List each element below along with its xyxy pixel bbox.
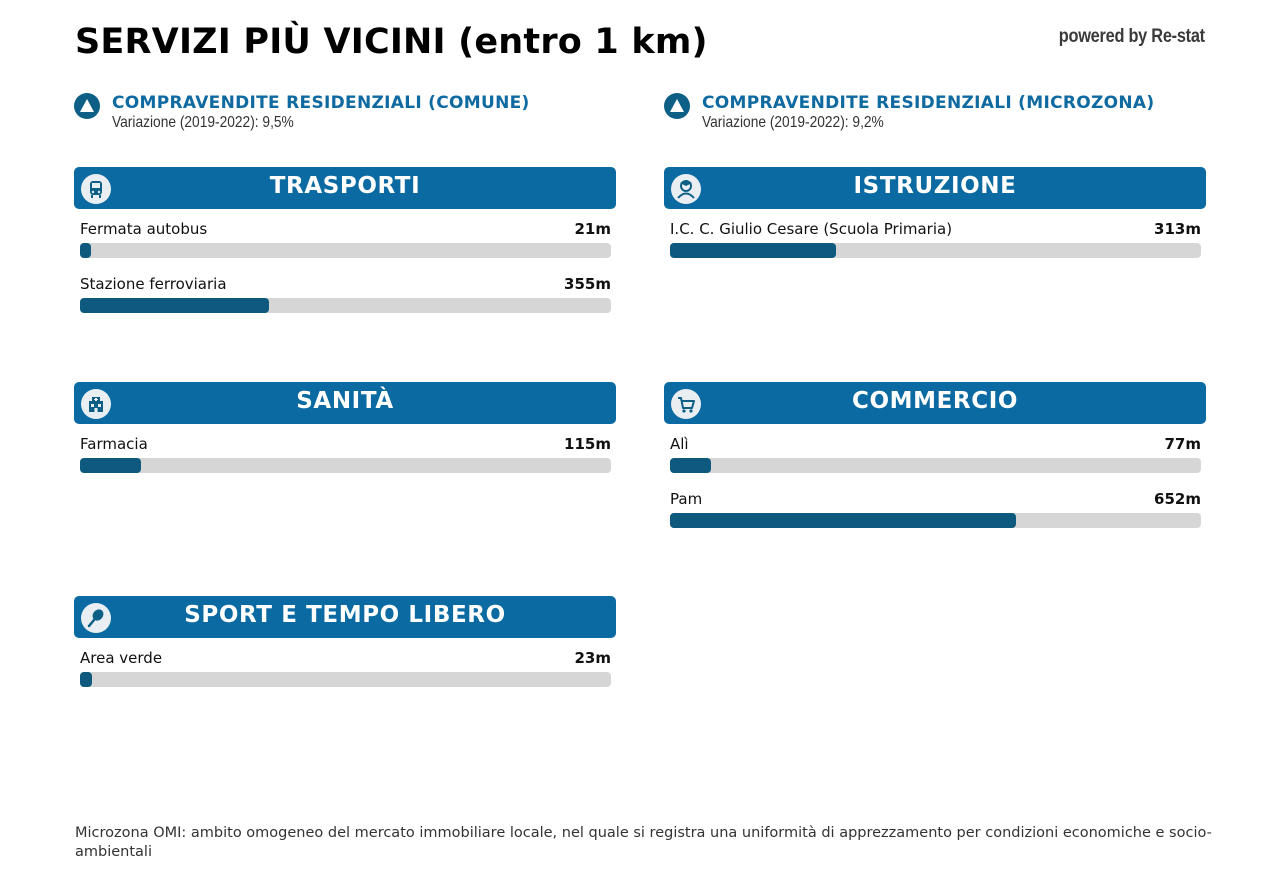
card-sanita	[74, 382, 616, 479]
item-distance: 355m	[564, 275, 611, 293]
item-distance: 115m	[564, 435, 611, 453]
distance-bar-fill	[80, 243, 91, 258]
list-item	[670, 209, 1201, 264]
card-title: COMMERCIO	[851, 388, 1019, 414]
distance-bar-fill	[670, 458, 711, 473]
card-sport	[74, 596, 616, 693]
list-item	[80, 424, 611, 479]
list-item	[670, 424, 1201, 479]
card-title: ISTRUZIONE	[853, 173, 1017, 199]
item-distance: 313m	[1154, 220, 1201, 238]
item-distance: 652m	[1154, 490, 1201, 508]
distance-bar	[670, 243, 1201, 258]
list-item	[80, 264, 611, 319]
item-distance: 21m	[574, 220, 611, 238]
card-header	[74, 382, 616, 424]
distance-bar	[80, 672, 611, 687]
arrow-up-icon	[664, 93, 690, 119]
item-name: Alì	[670, 435, 689, 453]
card-title: TRASPORTI	[269, 173, 421, 199]
card-header	[74, 167, 616, 209]
card-header	[664, 167, 1206, 209]
card-trasporti	[74, 167, 616, 319]
card-header	[74, 596, 616, 638]
stat-title: COMPRAVENDITE RESIDENZIALI (COMUNE)	[112, 93, 530, 113]
stat-subtitle: Variazione (2019-2022): 9,2%	[702, 114, 884, 131]
distance-bar-fill	[670, 243, 836, 258]
arrow-up-icon	[74, 93, 100, 119]
powered-by-label: powered by Re-stat	[1058, 26, 1205, 47]
item-distance: 23m	[574, 649, 611, 667]
list-item	[670, 479, 1201, 534]
distance-bar	[670, 458, 1201, 473]
item-name: Area verde	[80, 649, 163, 667]
stat-subtitle: Variazione (2019-2022): 9,5%	[112, 114, 294, 131]
distance-bar-fill	[670, 513, 1016, 528]
card-title: SPORT E TEMPO LIBERO	[184, 602, 506, 628]
item-name: I.C. C. Giulio Cesare (Scuola Primaria)	[670, 220, 953, 238]
item-distance: 77m	[1164, 435, 1201, 453]
card-istruzione	[664, 167, 1206, 264]
card-header	[664, 382, 1206, 424]
distance-bar-fill	[80, 672, 92, 687]
distance-bar	[80, 458, 611, 473]
distance-bar-fill	[80, 298, 269, 313]
item-name: Fermata autobus	[80, 220, 208, 238]
card-commercio	[664, 382, 1206, 534]
distance-bar-fill	[80, 458, 141, 473]
footnote: Microzona OMI: ambito omogeneo del mercato immobiliare locale, nel quale si registra una uniformità di apprezzamento per condizioni economiche e socio-ambientali	[75, 825, 1212, 860]
distance-bar	[80, 243, 611, 258]
distance-bar	[80, 298, 611, 313]
stat-title: COMPRAVENDITE RESIDENZIALI (MICROZONA)	[702, 93, 1155, 113]
item-name: Farmacia	[80, 435, 148, 453]
list-item	[80, 638, 611, 693]
item-name: Pam	[670, 490, 703, 508]
page-title: SERVIZI PIÙ VICINI (entro 1 km)	[75, 22, 708, 62]
card-title: SANITÀ	[296, 388, 394, 414]
distance-bar	[670, 513, 1201, 528]
list-item	[80, 209, 611, 264]
item-name: Stazione ferroviaria	[80, 275, 227, 293]
